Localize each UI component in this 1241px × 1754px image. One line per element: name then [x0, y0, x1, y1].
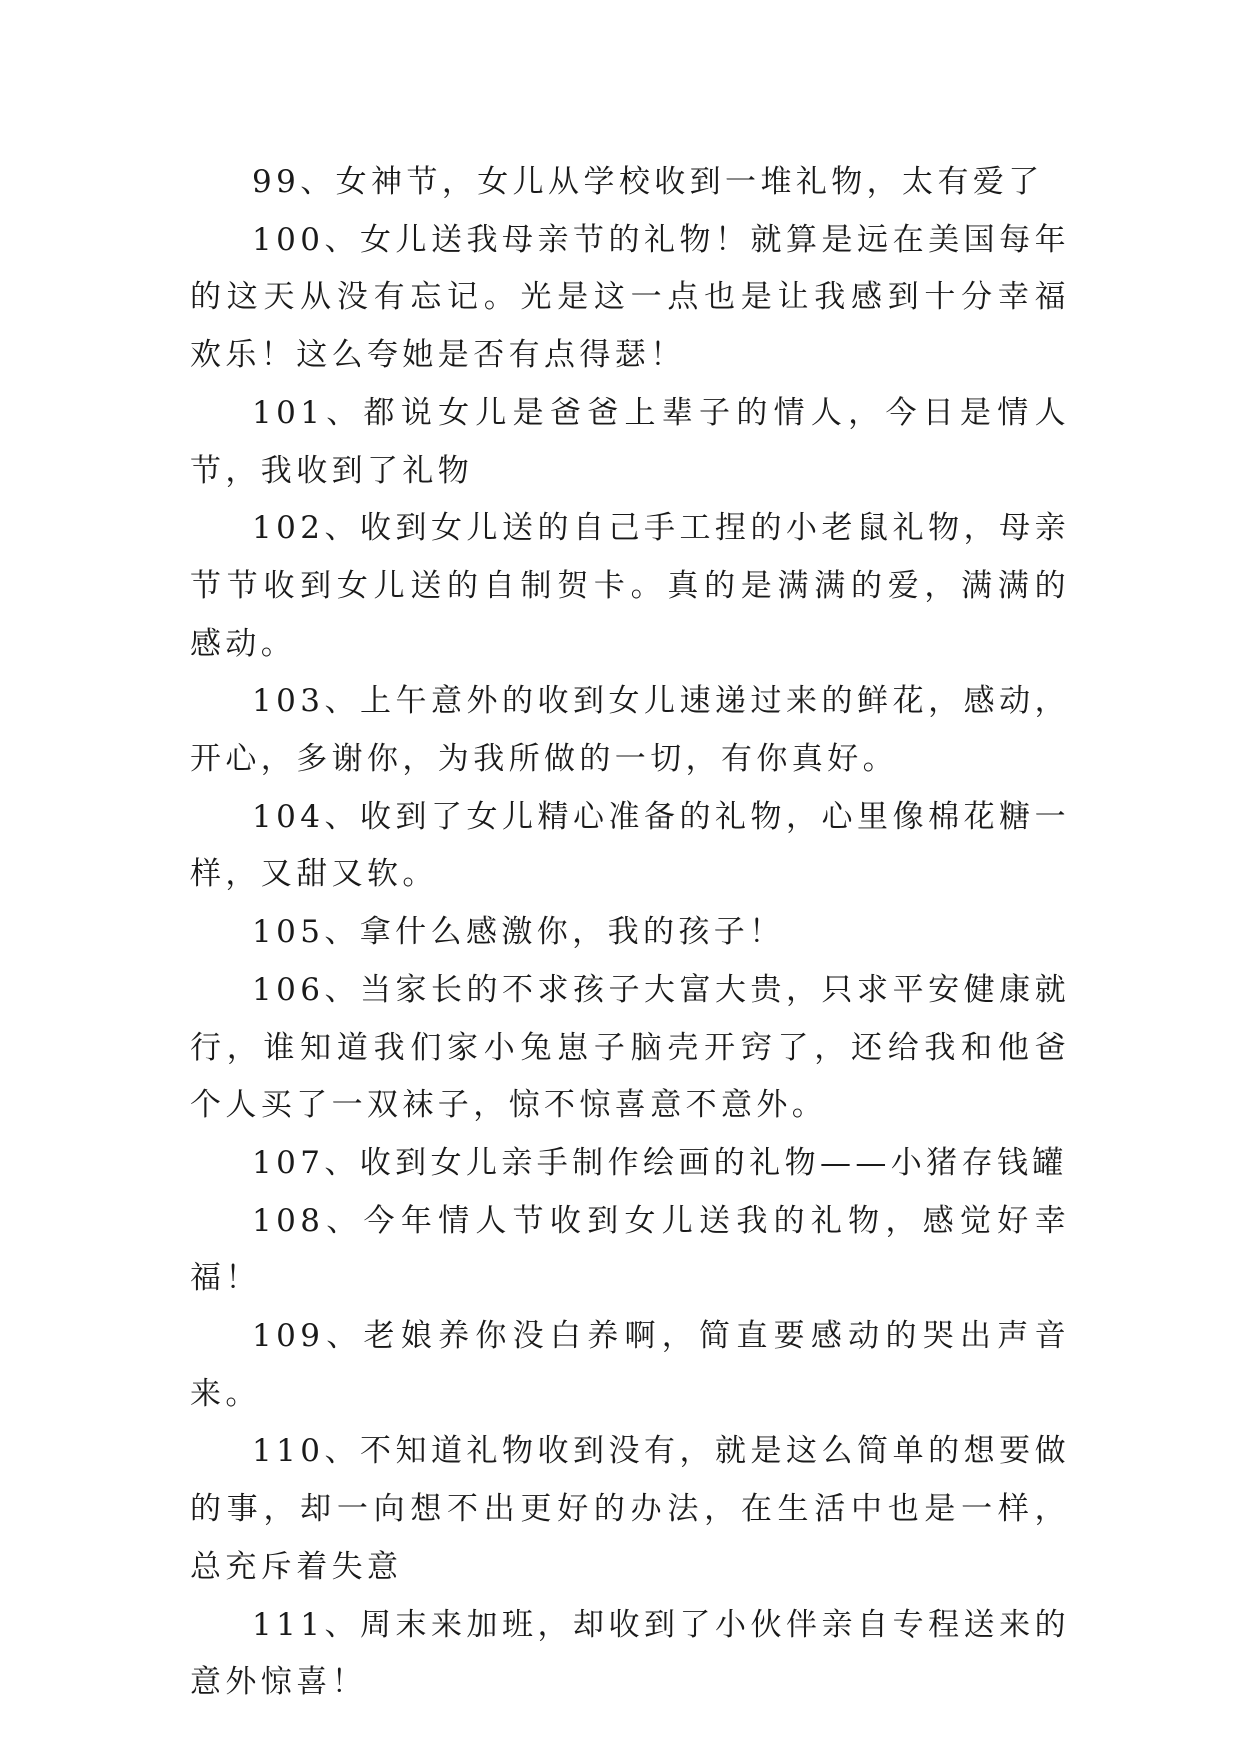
paragraph-106: 106、当家长的不求孩子大富大贵，只求平安健康就行，谁知道我们家小兔崽子脑壳开窍了，还给我和他爸个人买了一双袜子，惊不惊喜意不意外。 — [190, 971, 1070, 1124]
paragraph-109: 109、老娘养你没白养啊，简直要感动的哭出声音来。 — [190, 1318, 1070, 1412]
paragraph-107: 107、收到女儿亲手制作绘画的礼物——小猪存钱罐 — [252, 1144, 1068, 1181]
paragraph-99: 99、女神节，女儿从学校收到一堆礼物，太有爱了 — [252, 164, 1044, 200]
paragraph-103: 103、上午意外的收到女儿速递过来的鲜花，感动，开心，多谢你，为我所做的一切，有你真好。 — [190, 683, 1070, 778]
paragraph-104: 104、收到了女儿精心准备的礼物，心里像棉花糖一样，又甜又软。 — [190, 798, 1070, 893]
paragraph-102: 102、收到女儿送的自己手工捏的小老鼠礼物，母亲节节收到女儿送的自制贺卡。真的是满满的爱，满满的感动。 — [190, 510, 1070, 662]
paragraph-110: 110、不知道礼物收到没有，就是这么简单的想要做的事，却一向想不出更好的办法，在生活中也是一样，总充斥着失意 — [190, 1433, 1070, 1585]
paragraph-100: 100、女儿送我母亲节的礼物！就算是远在美国每年的这天从没有忘记。光是这一点也是让我感到十分幸福欢乐！这么夸她是否有点得瑟！ — [190, 221, 1070, 374]
paragraph-108: 108、今年情人节收到女儿送我的礼物，感觉好幸福！ — [190, 1202, 1070, 1297]
document-body — [190, 154, 1070, 1712]
paragraph-101: 101、都说女儿是爸爸上辈子的情人，今日是情人节，我收到了礼物 — [190, 394, 1070, 489]
paragraph-105: 105、拿什么感激你，我的孩子！ — [252, 914, 785, 951]
paragraph-111: 111、周末来加班，却收到了小伙伴亲自专程送来的意外惊喜！ — [190, 1606, 1070, 1701]
